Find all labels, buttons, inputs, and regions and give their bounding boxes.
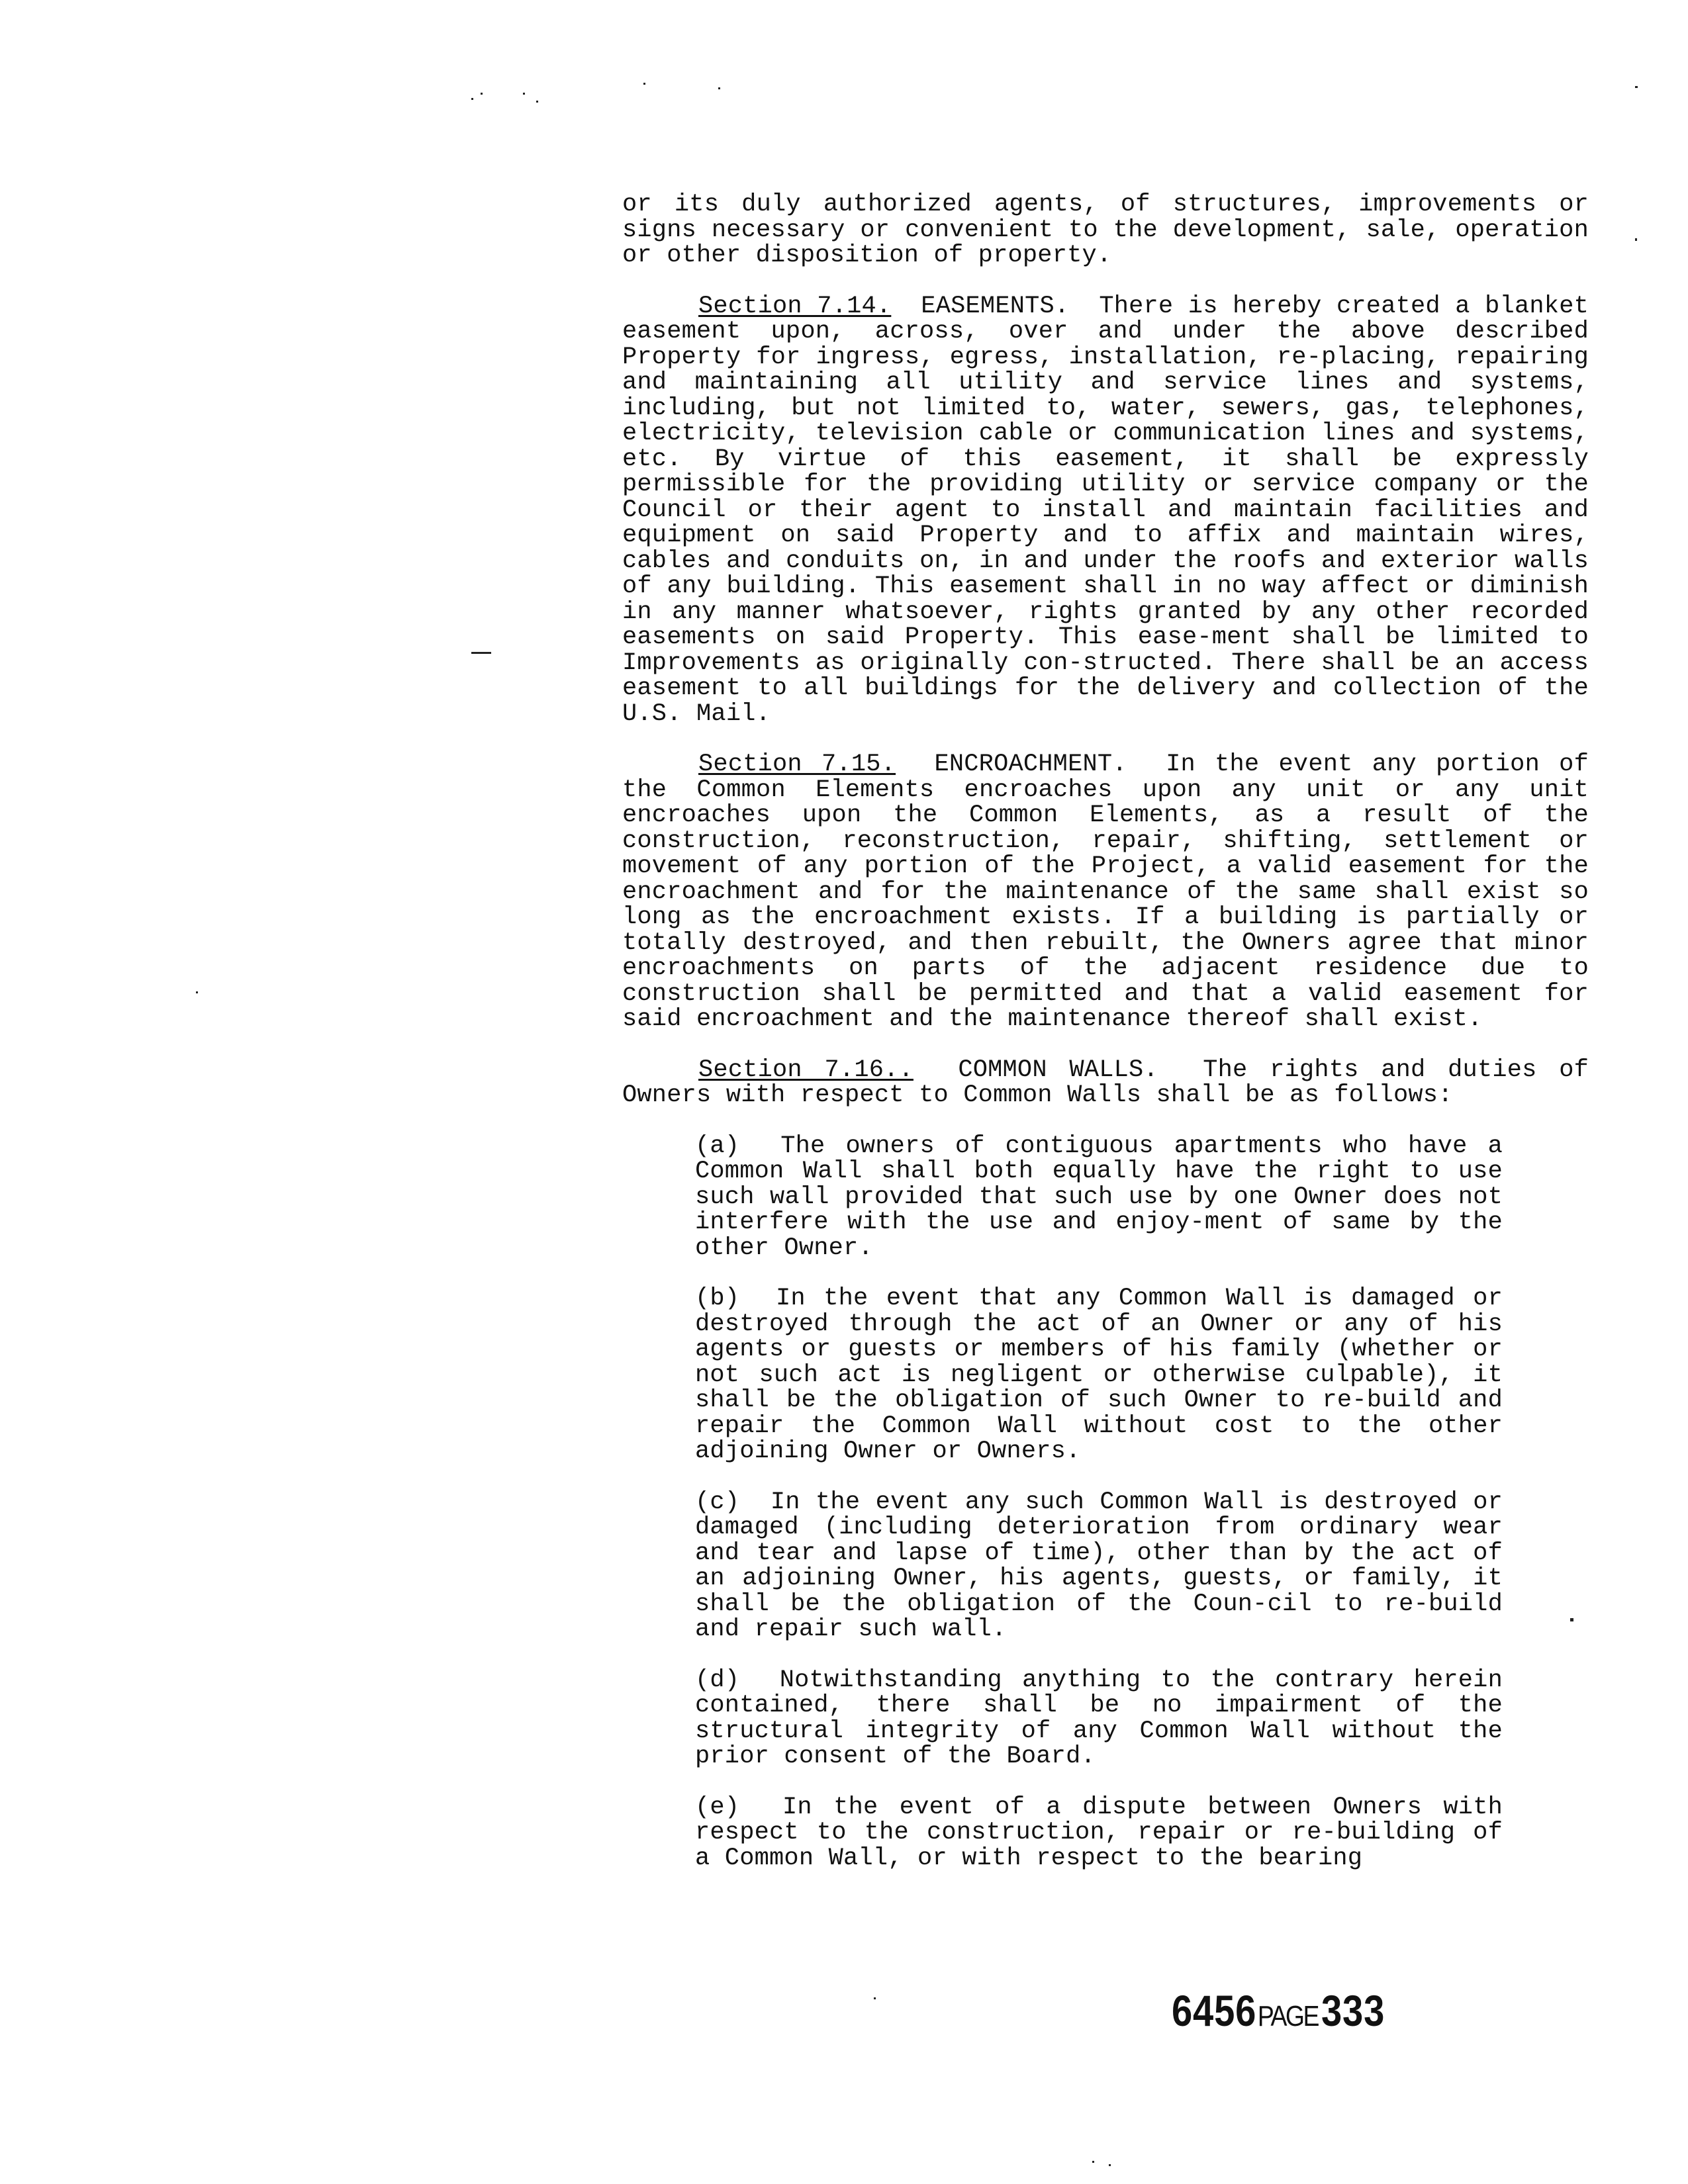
subparagraph-label: (a)	[695, 1132, 740, 1160]
subparagraph-label: (c)	[695, 1488, 740, 1516]
scan-speck	[718, 87, 720, 89]
book-number: 6456	[1172, 1986, 1257, 2035]
subparagraph-c	[695, 1490, 1503, 1643]
page-word: PAGE	[1257, 2000, 1318, 2032]
section-title: COMMON WALLS.	[958, 1056, 1158, 1084]
scan-speck	[196, 991, 198, 993]
section-title: EASEMENTS.	[921, 292, 1070, 320]
section-text: There is hereby created a blanket easement upon, across, over and under the above described Property for ingress, egress, installation, re-placing, repairing and maintaining all utility and service lines and systems, including, but not limited to, water, sewers, gas, telephones, electricity, television cable or communication lines and systems, etc. By virtue of this easement, it shall be expressly permissible for the providing utility or service company or the Council or their agent to install and maintain facilities and equipment on said Property and to affix and maintain wires, cables and conduits on, in and under the roofs and exterior walls of any building. This easement shall in no way affect or diminish in any manner whatsoever, rights granted by any other recorded easements on said Property. This ease-ment shall be limited to Improvements as originally con-structed. There shall be an access easement to all buildings for the delivery and collection of the U.S. Mail.	[622, 292, 1589, 728]
subparagraph-label: (b)	[695, 1285, 740, 1312]
section-text: The rights and duties of Owners with respect to Common Walls shall be as follows:	[622, 1056, 1589, 1109]
document-body	[622, 192, 1589, 1896]
scan-speck	[536, 101, 538, 103]
page-number: 333	[1321, 1986, 1385, 2035]
subparagraph-a	[695, 1134, 1503, 1261]
scan-speck	[643, 83, 645, 85]
scan-speck	[1635, 238, 1637, 241]
section-7-14	[622, 294, 1589, 727]
subparagraph-text: In the event that any Common Wall is damaged or destroyed through the act of an Owner or any of his agents or guests or members of his family (whether or not such act is negligent or otherwise culpable), it shall be the obligation of such Owner to re-build and repair the Common Wall without cost to the other adjoining Owner or Owners.	[695, 1285, 1503, 1465]
section-heading: Section 7.15.	[698, 751, 896, 778]
subparagraph-text: In the event of a dispute between Owners with respect to the construction, repair or re-building of a Common Wall, or with respect to the bearing	[695, 1793, 1503, 1872]
subparagraph-text: In the event any such Common Wall is destroyed or damaged (including deterioration from ordinary wear and tear and lapse of time), other than by the act of an adjoining Owner, his agents, guests, or family, it shall be the obligation of the Coun-cil to re-build and repair such wall.	[695, 1488, 1503, 1643]
margin-mark	[471, 652, 491, 654]
subparagraph-label: (d)	[695, 1666, 740, 1694]
scan-speck	[471, 98, 473, 100]
scan-speck	[874, 1997, 876, 1999]
subparagraph-text: Notwithstanding anything to the contrary herein contained, there shall be no impairment of the structural integrity of any Common Wall without the prior consent of the Board.	[695, 1666, 1503, 1770]
opening-paragraph: or its duly authorized agents, of structures, improvements or signs necessary or convenient to the development, sale, operation or other disposition of property.	[622, 191, 1589, 269]
scan-speck	[1109, 2164, 1111, 2166]
subparagraph-b	[695, 1286, 1503, 1465]
subparagraph-d	[695, 1668, 1503, 1770]
section-text: In the event any portion of the Common Elements encroaches upon any unit or any unit encroaches upon the Common Elements, as a result of the construction, reconstruction, repair, shifting, settlement or movement of any portion of the Project, a valid easement for the encroachment and for the maintenance of the same shall exist so long as the encroachment exists. If a building is partially or totally destroyed, and then rebuilt, the Owners agree that minor encroachments on parts of the adjacent residence due to construction shall be permitted and that a valid easement for said encroachment and the maintenance thereof shall exist.	[622, 751, 1589, 1033]
subparagraph-label: (e)	[695, 1793, 740, 1821]
section-heading: Section 7.14.	[698, 292, 892, 320]
scan-speck	[481, 93, 483, 95]
book-page-stamp	[1172, 1985, 1385, 2036]
subparagraph-e	[695, 1795, 1503, 1872]
scan-speck	[523, 93, 525, 95]
subparagraph-text: The owners of contiguous apartments who have a Common Wall shall both equally have the right to use such wall provided that such use by one Owner does not interfere with the use and enjoy-ment of same by the other Owner.	[695, 1132, 1503, 1262]
scan-speck	[1092, 2161, 1094, 2163]
section-title: ENCROACHMENT.	[934, 751, 1127, 778]
scan-speck	[1635, 86, 1638, 88]
section-7-16	[622, 1058, 1589, 1109]
section-heading: Section 7.16..	[698, 1056, 914, 1084]
section-7-15	[622, 752, 1589, 1032]
